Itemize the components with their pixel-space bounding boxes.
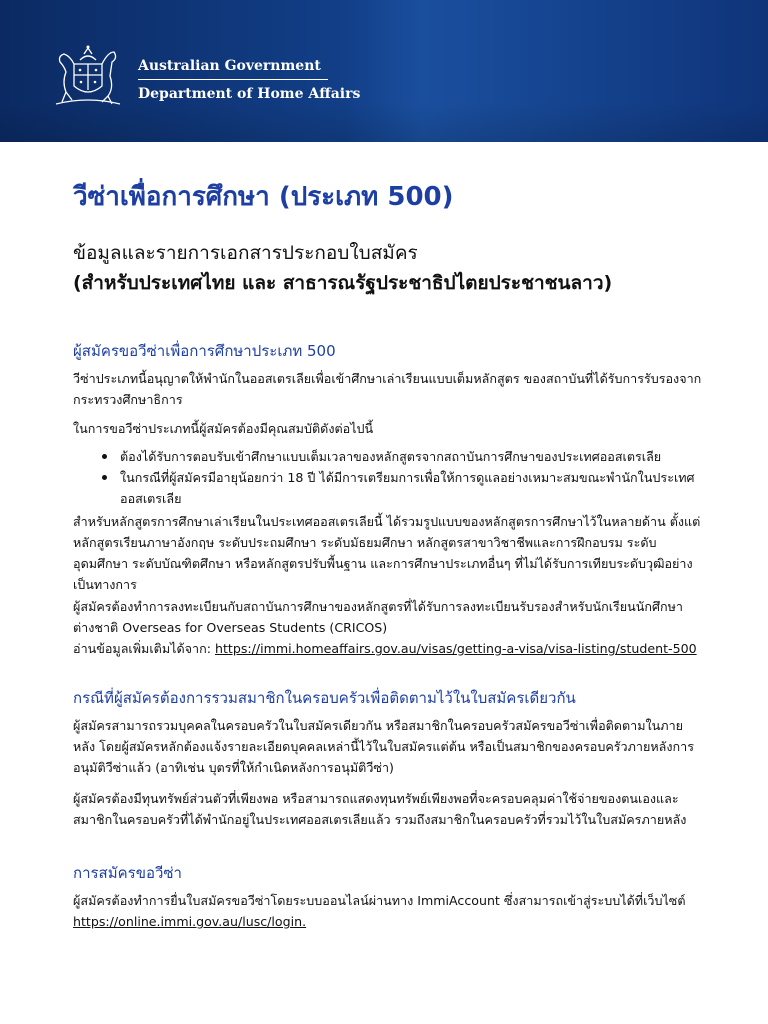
- paragraph-requirements-intro: ในการขอวีซ่าประเภทนี้ผู้สมัครต้องมีคุณสมบัติดังต่อไปนี้: [73, 421, 374, 436]
- page-title: วีซ่าเพื่อการศึกษา (ประเภท 500): [73, 182, 454, 212]
- more-info-label: อ่านข้อมูลเพิ่มเติมได้จาก:: [73, 641, 215, 656]
- paragraph-financial-capacity: ผู้สมัครต้องมีทุนทรัพย์ส่วนตัวที่เพียงพอ หรือสามารถแสดงทุนทรัพย์เพียงพอที่จะครอบคลุมค่าใช้จ่ายของตนเองและสมาชิกในครอบครัวที่ได้พำนักอยู่ในประเทศออสเตรเลียแล้ว รวมถึงสมาชิกในครอบครัวที่รวมไว้ในใบสมัครภายหลัง: [73, 791, 687, 827]
- paragraph-cricos: ผู้สมัครต้องทำการลงทะเบียนกับสถาบันการศึกษาของหลักสูตรที่ได้รับการลงทะเบียนรับรองสำหรับนักเรียนนักศึกษาต่างชาติ Overseas for Overseas Students (CRICOS): [73, 599, 683, 635]
- section-heading-applicants: ผู้สมัครขอวีซ่าเพื่อการศึกษาประเภท 500: [73, 342, 336, 360]
- government-name: Australian Government: [138, 58, 328, 80]
- online-application-text: ผู้สมัครต้องทำการยื่นใบสมัครขอวีซ่าโดยระบบออนไลน์ผ่านทาง ImmiAccount ซึ่งสามารถเข้าสู่ระบบได้ที่เว็บไซต์: [73, 893, 686, 908]
- subtitle-line-1: ข้อมูลและรายการเอกสารประกอบใบสมัคร: [73, 242, 418, 264]
- requirements-list: [73, 446, 703, 509]
- paragraph-family-members: ผู้สมัครสามารถรวมบุคคลในครอบครัวในใบสมัครเดียวกัน หรือสมาชิกในครอบครัวสมัครขอวีซ่าเพื่อติดตามในภายหลัง โดยผู้สมัครหลักต้องแจ้งรายละเอียดบุคคลเหล่านี้ไว้ในใบสมัครแต่ต้น หรือเป็นสมาชิกของครอบครัวภายหลังการอนุมัติวีซ่าแล้ว (อาทิเช่น บุตรที่ให้กำเนิดหลังการอนุมัติวีซ่า): [73, 718, 694, 775]
- list-item: ต้องได้รับการตอบรับเข้าศึกษาแบบเต็มเวลาของหลักสูตรจากสถาบันการศึกษาของประเทศออสเตรเลีย: [73, 446, 703, 467]
- paragraph-course-types: สำหรับหลักสูตรการศึกษาเล่าเรียนในประเทศออสเตรเลียนี้ ได้รวมรูปแบบของหลักสูตรการศึกษาไว้ในหลายด้าน ตั้งแต่ หลักสูตรเรียนภาษาอังกฤษ ระดับประถมศึกษา ระดับมัธยมศึกษา หลักสูตรสาขาวิชาชีพและการฝึกอบรม ระดับอุดมศึกษา ระดับบัณฑิตศึกษา หรือหลักสูตรปรับพื้นฐาน และการศึกษาประเภทอื่นๆ ที่ไม่ได้รับการเทียบระดับวุฒิอย่างเป็นทางการ: [73, 514, 701, 592]
- section-heading-application: การสมัครขอวีซ่า: [73, 864, 182, 882]
- paragraph-online-application: [73, 890, 703, 932]
- department-name: Department of Home Affairs: [138, 86, 361, 102]
- page-subtitle: [73, 238, 612, 298]
- paragraph-more-info: [73, 638, 703, 659]
- coat-of-arms-icon: [44, 42, 132, 112]
- list-item: ในกรณีที่ผู้สมัครมีอายุน้อยกว่า 18 ปี ได้มีการเตรียมการเพื่อให้การดูแลอย่างเหมาะสมขณะพำนักในประเทศออสเตรเลีย: [73, 467, 703, 509]
- header-banner: [0, 0, 768, 142]
- paragraph-visa-description: วีซ่าประเภทนี้อนุญาตให้พำนักในออสเตรเลียเพื่อเข้าศึกษาเล่าเรียนแบบเต็มหลักสูตร ของสถาบันที่ได้รับการรับรองจากกระทรวงศึกษาธิการ: [73, 371, 702, 407]
- government-wordmark: [138, 58, 360, 102]
- subtitle-line-2: (สำหรับประเทศไทย และ สาธารณรัฐประชาธิปไตยประชาชนลาว): [73, 272, 613, 294]
- student-visa-link[interactable]: https://immi.homeaffairs.gov.au/visas/getting-a-visa/visa-listing/student-500: [214, 641, 697, 656]
- immiaccount-login-link[interactable]: https://online.immi.gov.au/lusc/login.: [73, 914, 307, 929]
- section-heading-family: กรณีที่ผู้สมัครต้องการรวมสมาชิกในครอบครัวเพื่อติดตามไว้ในใบสมัครเดียวกัน: [73, 689, 576, 707]
